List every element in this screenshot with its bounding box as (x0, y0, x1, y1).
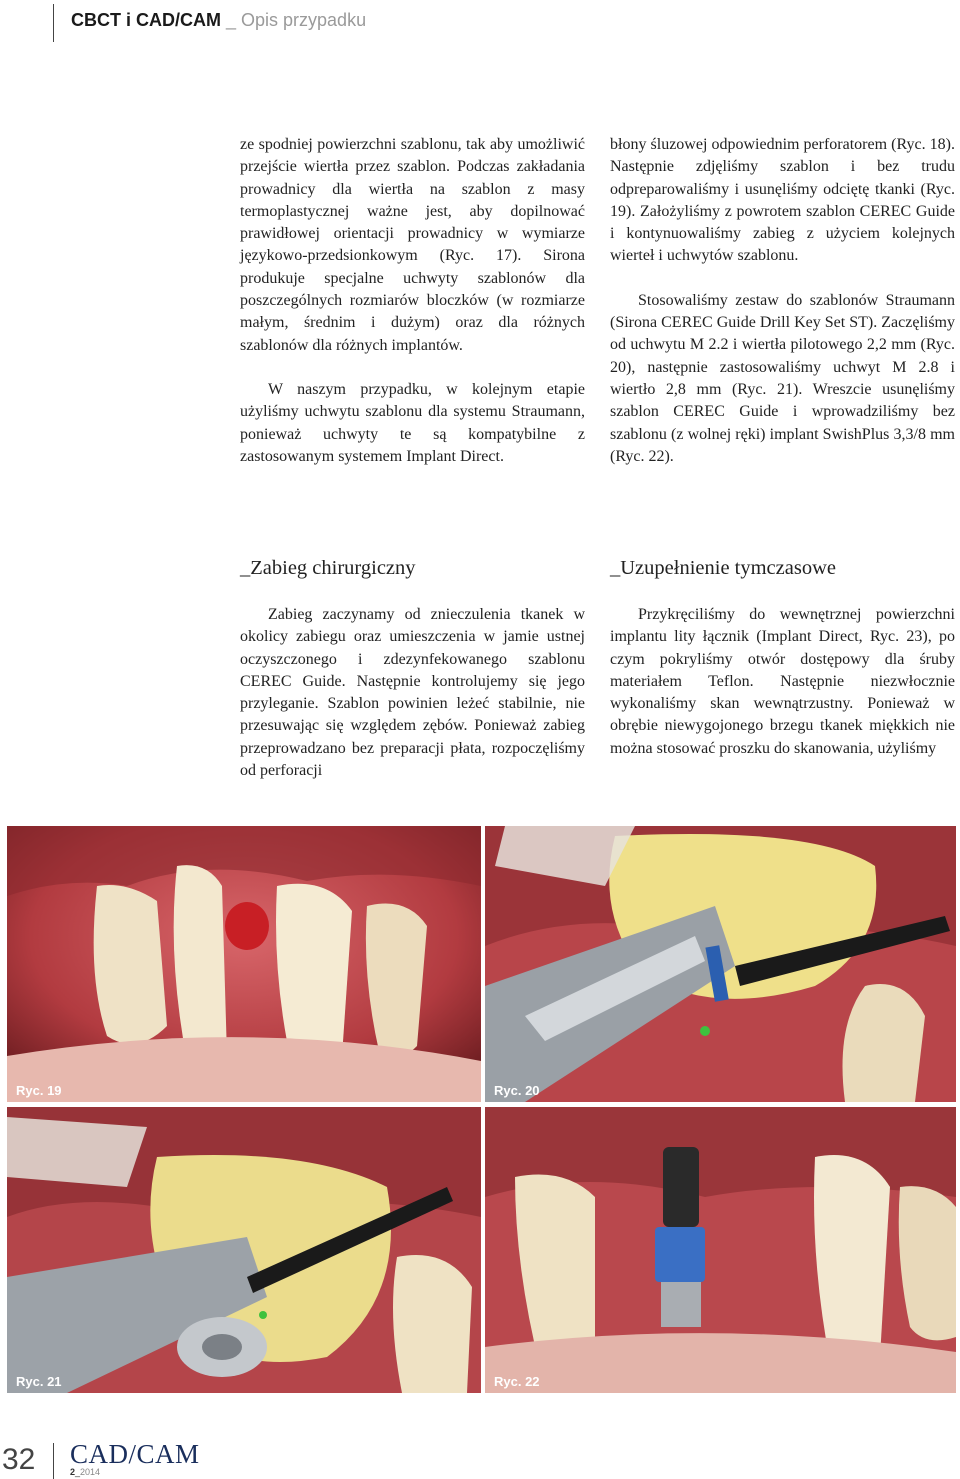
figure-caption: Ryc. 19 (16, 1083, 62, 1098)
left-column-bottom (240, 604, 585, 782)
issue-year: 2014 (80, 1467, 101, 1477)
figure-caption: Ryc. 22 (494, 1374, 540, 1389)
footer-rule (53, 1443, 54, 1479)
figure-ryc-22 (485, 1107, 956, 1393)
photo-icon (7, 1107, 481, 1393)
paragraph: Zabieg zaczynamy od znieczulenia tkanek w okolicy zabiegu oraz umieszczenia w jamie ustnej oczyszczonego i zdezynfekowanego szablonu CEREC Guide. Następnie kontrolujemy się jego przyleganie. Szablon powinien leżeć stabilnie, nie przesuwając się względem zębów. Ponieważ zabieg przeprowadzano bez preparacji płata, rozpoczęliśmy od perforacji (240, 606, 585, 780)
section-heading-surgery: _Zabieg chirurgiczny (240, 557, 416, 579)
magazine-name: CAD/CAM (70, 1439, 200, 1469)
photo-icon (485, 1107, 956, 1393)
header-rule (53, 4, 54, 42)
page-number: 32 (2, 1443, 36, 1476)
figure-ryc-19 (7, 826, 481, 1102)
paragraph: ze spodniej powierzchni szablonu, tak aby umożliwić przejście wiertła przez szablon. Podczas zakładania prowadnicy dla wiertła na szablon z masy termoplastycznej ważne jest, aby dopilnować prawidłowej orientacji prowadnicy w wymiarze językowo-przedsionkowym (Ryc. 17). Sirona produkuje specjalne uchwyty szablonów dla poszczególnych rozmiarów bloczków (w rozmiarze małym, średnim i dużym) oraz dla różnych szablonów dla różnych implantów. (240, 136, 585, 354)
paragraph: W naszym przypadku, w kolejnym etapie użyliśmy uchwytu szablonu dla systemu Straumann, ponieważ uchwyty te są kompatybilne z zastosowanym systemem Implant Direct. (240, 380, 585, 465)
running-header (71, 10, 366, 31)
paragraph: błony śluzowej odpowiednim perforatorem (Ryc. 18). Następnie zdjęliśmy szablon i bez trudu odpreparowaliśmy i usunęliśmy odciętę tkanki (Ryc. 19). Założyliśmy z powrotem szablon CEREC Guide i kontynuowaliśmy zabieg z użyciem kolejnych wierteł i uchwytów szablonu. (610, 136, 955, 265)
header-section: CBCT i CAD/CAM (71, 10, 221, 30)
header-subtitle: Opis przypadku (241, 10, 367, 30)
issue-info (70, 1467, 100, 1477)
figure-caption: Ryc. 21 (16, 1374, 62, 1389)
figure-ryc-21 (7, 1107, 481, 1393)
figure-ryc-20 (485, 826, 956, 1102)
photo-icon (7, 826, 481, 1102)
issue-separator: _ (75, 1467, 81, 1477)
section-heading-provisional: _Uzupełnienie tymczasowe (610, 557, 836, 579)
paragraph: Stosowaliśmy zestaw do szablonów Straumann (Sirona CEREC Guide Drill Key Set ST). Zaczęliśmy od uchwytu M 2.2 i wiertła pilotowego 2,2 mm (Ryc. 20), następnie zastosowaliśmy uchwyt M 2.8 i wiertło 2,8 mm (Ryc. 21). Wreszcie usunęliśmy szablon CEREC Guide i wprowadziliśmy bez szablonu (z wolnej ręki) implant SwishPlus 3,3/8 mm (Ryc. 22). (610, 291, 955, 465)
header-separator: _ (221, 10, 242, 30)
right-column-bottom (610, 604, 955, 760)
issue-number: 2 (70, 1467, 76, 1477)
paragraph: Przykręciliśmy do wewnętrznej powierzchni implantu lity łącznik (Implant Direct, Ryc. 23), po czym pokryliśmy otwór dostępowy dla śruby materiałem Teflon. Następnie niezwłocznie wykonaliśmy skan wewnątrzustny. Ponieważ w obrębie niewygojonego brzegu tkanek miękkich nie można stosować proszku do skanowania, użyliśmy (610, 606, 955, 757)
left-column-top (240, 134, 585, 468)
right-column-top (610, 134, 955, 468)
photo-icon (485, 826, 956, 1102)
figure-caption: Ryc. 20 (494, 1083, 540, 1098)
